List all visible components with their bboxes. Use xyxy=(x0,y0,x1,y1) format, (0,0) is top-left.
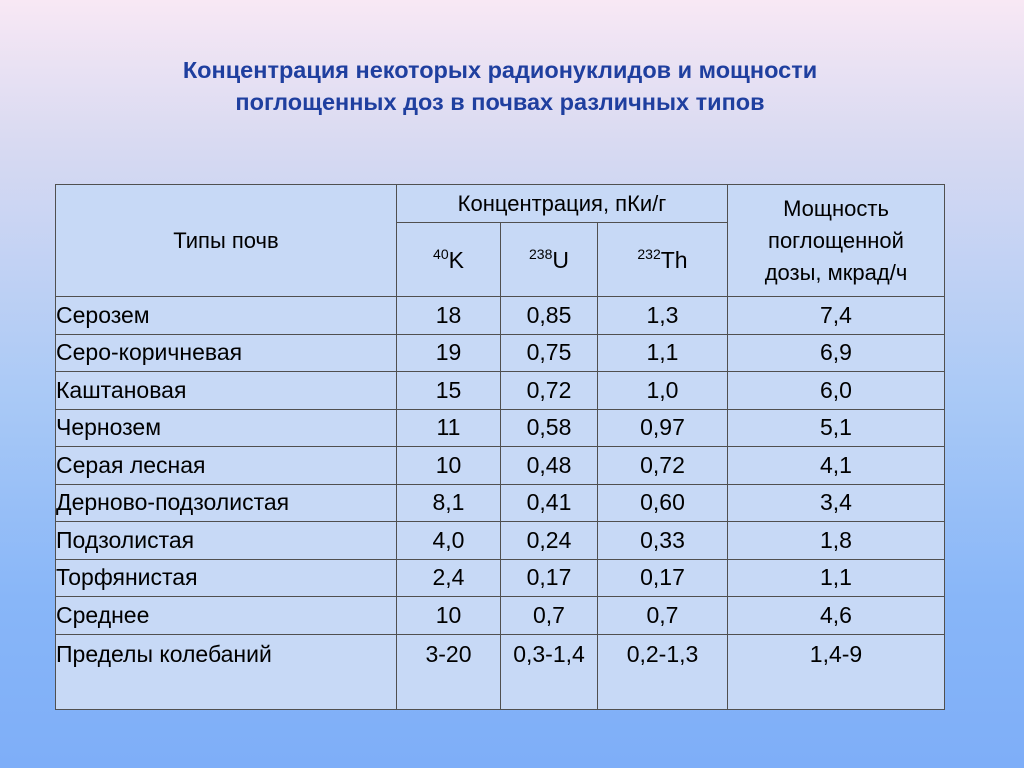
soil-name-cell: Пределы колебаний xyxy=(56,634,397,709)
table-row xyxy=(56,597,945,635)
dose-value-cell: 7,4 xyxy=(728,297,945,335)
slide-title xyxy=(0,54,1000,118)
table-row xyxy=(56,297,945,335)
k40-value-cell: 2,4 xyxy=(397,559,501,597)
header-soil-type: Типы почв xyxy=(56,185,397,297)
k40-value-cell: 10 xyxy=(397,597,501,635)
th232-value-cell: 0,7 xyxy=(598,597,728,635)
u238-value-cell: 0,72 xyxy=(501,372,598,410)
th232-value-cell: 0,2-1,3 xyxy=(598,634,728,709)
soil-name-cell: Дерново-подзолистая xyxy=(56,484,397,522)
dose-value-cell: 4,1 xyxy=(728,447,945,485)
radionuclide-table xyxy=(55,184,945,710)
soil-name-cell: Среднее xyxy=(56,597,397,635)
th232-symbol: Th xyxy=(660,246,688,273)
soil-name-cell: Подзолистая xyxy=(56,522,397,560)
k40-value-cell: 3-20 xyxy=(397,634,501,709)
th232-value-cell: 1,1 xyxy=(598,334,728,372)
dose-value-cell: 1,8 xyxy=(728,522,945,560)
k40-mass-number: 40 xyxy=(433,245,449,262)
table-row xyxy=(56,634,945,709)
u238-mass-number: 238 xyxy=(529,245,553,262)
k40-symbol: K xyxy=(448,246,464,273)
table-row xyxy=(56,484,945,522)
soil-name-cell: Каштановая xyxy=(56,372,397,410)
dose-value-cell: 6,0 xyxy=(728,372,945,410)
th232-value-cell: 0,33 xyxy=(598,522,728,560)
table-row xyxy=(56,372,945,410)
slide-title-line-2: поглощенных доз в почвах различных типов xyxy=(235,89,765,115)
soil-name-cell: Серая лесная xyxy=(56,447,397,485)
th232-value-cell: 0,97 xyxy=(598,409,728,447)
soil-name-cell: Серо-коричневая xyxy=(56,334,397,372)
u238-value-cell: 0,24 xyxy=(501,522,598,560)
th232-value-cell: 0,72 xyxy=(598,447,728,485)
header-dose-line-2: поглощенной xyxy=(768,227,904,253)
dose-value-cell: 4,6 xyxy=(728,597,945,635)
u238-value-cell: 0,75 xyxy=(501,334,598,372)
u238-symbol: U xyxy=(552,246,569,273)
dose-value-cell: 1,1 xyxy=(728,559,945,597)
header-concentration: Концентрация, пКи/г xyxy=(397,185,728,223)
dose-value-cell: 6,9 xyxy=(728,334,945,372)
table-row xyxy=(56,334,945,372)
u238-value-cell: 0,85 xyxy=(501,297,598,335)
th232-value-cell: 1,3 xyxy=(598,297,728,335)
header-dose-line-1: Мощность xyxy=(783,195,889,221)
k40-value-cell: 8,1 xyxy=(397,484,501,522)
k40-value-cell: 15 xyxy=(397,372,501,410)
u238-value-cell: 0,41 xyxy=(501,484,598,522)
table-row xyxy=(56,559,945,597)
header-dose-line-3: дозы, мкрад/ч xyxy=(764,259,908,285)
header-dose-rate xyxy=(728,185,945,297)
u238-value-cell: 0,48 xyxy=(501,447,598,485)
table-row xyxy=(56,409,945,447)
k40-value-cell: 19 xyxy=(397,334,501,372)
table-row xyxy=(56,447,945,485)
th232-value-cell: 1,0 xyxy=(598,372,728,410)
k40-value-cell: 11 xyxy=(397,409,501,447)
soil-name-cell: Серозем xyxy=(56,297,397,335)
k40-value-cell: 18 xyxy=(397,297,501,335)
k40-value-cell: 10 xyxy=(397,447,501,485)
u238-value-cell: 0,17 xyxy=(501,559,598,597)
header-k40 xyxy=(397,223,501,297)
slide-title-line-1: Концентрация некоторых радионуклидов и мощности xyxy=(182,57,818,83)
th232-value-cell: 0,60 xyxy=(598,484,728,522)
k40-value-cell: 4,0 xyxy=(397,522,501,560)
th232-mass-number: 232 xyxy=(637,245,661,262)
header-u238 xyxy=(501,223,598,297)
u238-value-cell: 0,3-1,4 xyxy=(501,634,598,709)
th232-value-cell: 0,17 xyxy=(598,559,728,597)
dose-value-cell: 3,4 xyxy=(728,484,945,522)
soil-name-cell: Чернозем xyxy=(56,409,397,447)
dose-value-cell: 5,1 xyxy=(728,409,945,447)
dose-value-cell: 1,4-9 xyxy=(728,634,945,709)
table-row xyxy=(56,522,945,560)
u238-value-cell: 0,58 xyxy=(501,409,598,447)
u238-value-cell: 0,7 xyxy=(501,597,598,635)
header-th232 xyxy=(598,223,728,297)
soil-name-cell: Торфянистая xyxy=(56,559,397,597)
